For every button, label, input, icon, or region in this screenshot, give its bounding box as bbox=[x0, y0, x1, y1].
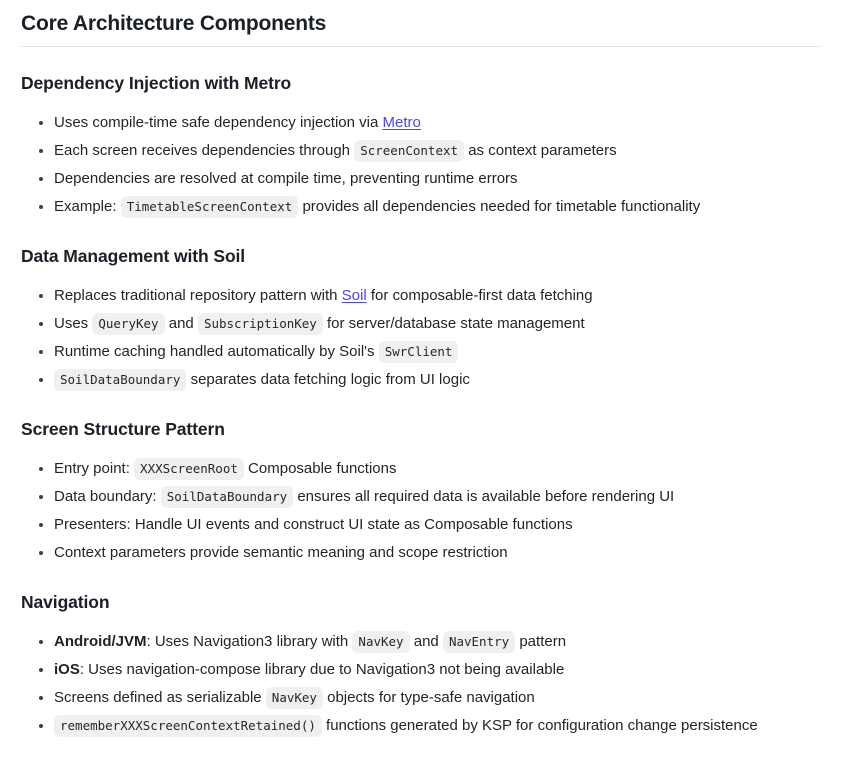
section-heading: Screen Structure Pattern bbox=[21, 419, 225, 439]
text-segment: for composable-first data fetching bbox=[366, 286, 593, 304]
sections-container bbox=[21, 71, 821, 739]
text-segment: Screens defined as serializable bbox=[54, 688, 266, 706]
inline-code: SoilDataBoundary bbox=[54, 369, 186, 391]
inline-code: NavKey bbox=[266, 687, 323, 709]
text-segment: as context parameters bbox=[464, 141, 617, 159]
text-segment: Each screen receives dependencies through bbox=[54, 141, 355, 159]
list-item bbox=[54, 627, 821, 655]
list-item bbox=[54, 108, 821, 136]
text-segment: Context parameters provide semantic meaning and scope restriction bbox=[54, 543, 508, 561]
text-segment: : Uses Navigation3 library with bbox=[146, 632, 353, 650]
bullet-list bbox=[21, 108, 821, 220]
inline-code: TimetableScreenContext bbox=[121, 196, 299, 218]
text-segment: provides all dependencies needed for timetable functionality bbox=[298, 197, 701, 215]
text-segment: Uses compile-time safe dependency injection via bbox=[54, 113, 383, 131]
section-heading: Navigation bbox=[21, 592, 110, 612]
list-item bbox=[54, 192, 821, 220]
inline-code: rememberXXXScreenContextRetained() bbox=[54, 715, 322, 737]
page-title: Core Architecture Components bbox=[21, 12, 327, 35]
text-segment: and bbox=[164, 314, 198, 332]
list-item bbox=[54, 510, 821, 538]
text-segment: Uses bbox=[54, 314, 93, 332]
text-segment: separates data fetching logic from UI logic bbox=[186, 370, 470, 388]
text-segment: for server/database state management bbox=[322, 314, 585, 332]
inline-code: SwrClient bbox=[379, 341, 459, 363]
text-segment: ensures all required data is available before rendering UI bbox=[293, 487, 675, 505]
inline-code: XXXScreenRoot bbox=[134, 458, 244, 480]
list-item bbox=[54, 683, 821, 711]
inline-code: QueryKey bbox=[92, 313, 164, 335]
inline-code: NavEntry bbox=[443, 631, 515, 653]
inline-link[interactable]: Soil bbox=[341, 286, 367, 304]
list-item bbox=[54, 482, 821, 510]
text-segment: Example: bbox=[54, 197, 121, 215]
inline-code: NavKey bbox=[352, 631, 409, 653]
list-item bbox=[54, 538, 821, 566]
section-heading: Data Management with Soil bbox=[21, 246, 246, 266]
list-item bbox=[54, 365, 821, 393]
text-segment: Runtime caching handled automatically by Soil's bbox=[54, 342, 379, 360]
text-segment: functions generated by KSP for configuration change persistence bbox=[321, 716, 758, 734]
list-item bbox=[54, 136, 821, 164]
text-segment: Data boundary: bbox=[54, 487, 161, 505]
inline-code: ScreenContext bbox=[354, 140, 464, 162]
bold-text: Android/JVM bbox=[54, 632, 147, 650]
bullet-list bbox=[21, 281, 821, 393]
list-item bbox=[54, 281, 821, 309]
text-segment: objects for type-safe navigation bbox=[322, 688, 535, 706]
inline-code: SoilDataBoundary bbox=[161, 486, 293, 508]
text-segment: Replaces traditional repository pattern with bbox=[54, 286, 342, 304]
text-segment: and bbox=[409, 632, 443, 650]
bullet-list bbox=[21, 627, 821, 739]
inline-link[interactable]: Metro bbox=[382, 113, 421, 131]
list-item bbox=[54, 711, 821, 739]
text-segment: pattern bbox=[515, 632, 567, 650]
text-segment: Composable functions bbox=[243, 459, 397, 477]
section-heading: Dependency Injection with Metro bbox=[21, 73, 292, 93]
list-item bbox=[54, 454, 821, 482]
text-segment: Entry point: bbox=[54, 459, 135, 477]
list-item bbox=[54, 309, 821, 337]
bullet-list bbox=[21, 454, 821, 566]
text-segment: Dependencies are resolved at compile time, preventing runtime errors bbox=[54, 169, 518, 187]
text-segment: Presenters: Handle UI events and construct UI state as Composable functions bbox=[54, 515, 573, 533]
list-item bbox=[54, 337, 821, 365]
bold-text: iOS bbox=[54, 660, 80, 678]
inline-code: SubscriptionKey bbox=[198, 313, 323, 335]
text-segment: : Uses navigation-compose library due to Navigation3 not being available bbox=[79, 660, 565, 678]
title-divider bbox=[21, 46, 821, 47]
list-item bbox=[54, 655, 821, 683]
list-item bbox=[54, 164, 821, 192]
